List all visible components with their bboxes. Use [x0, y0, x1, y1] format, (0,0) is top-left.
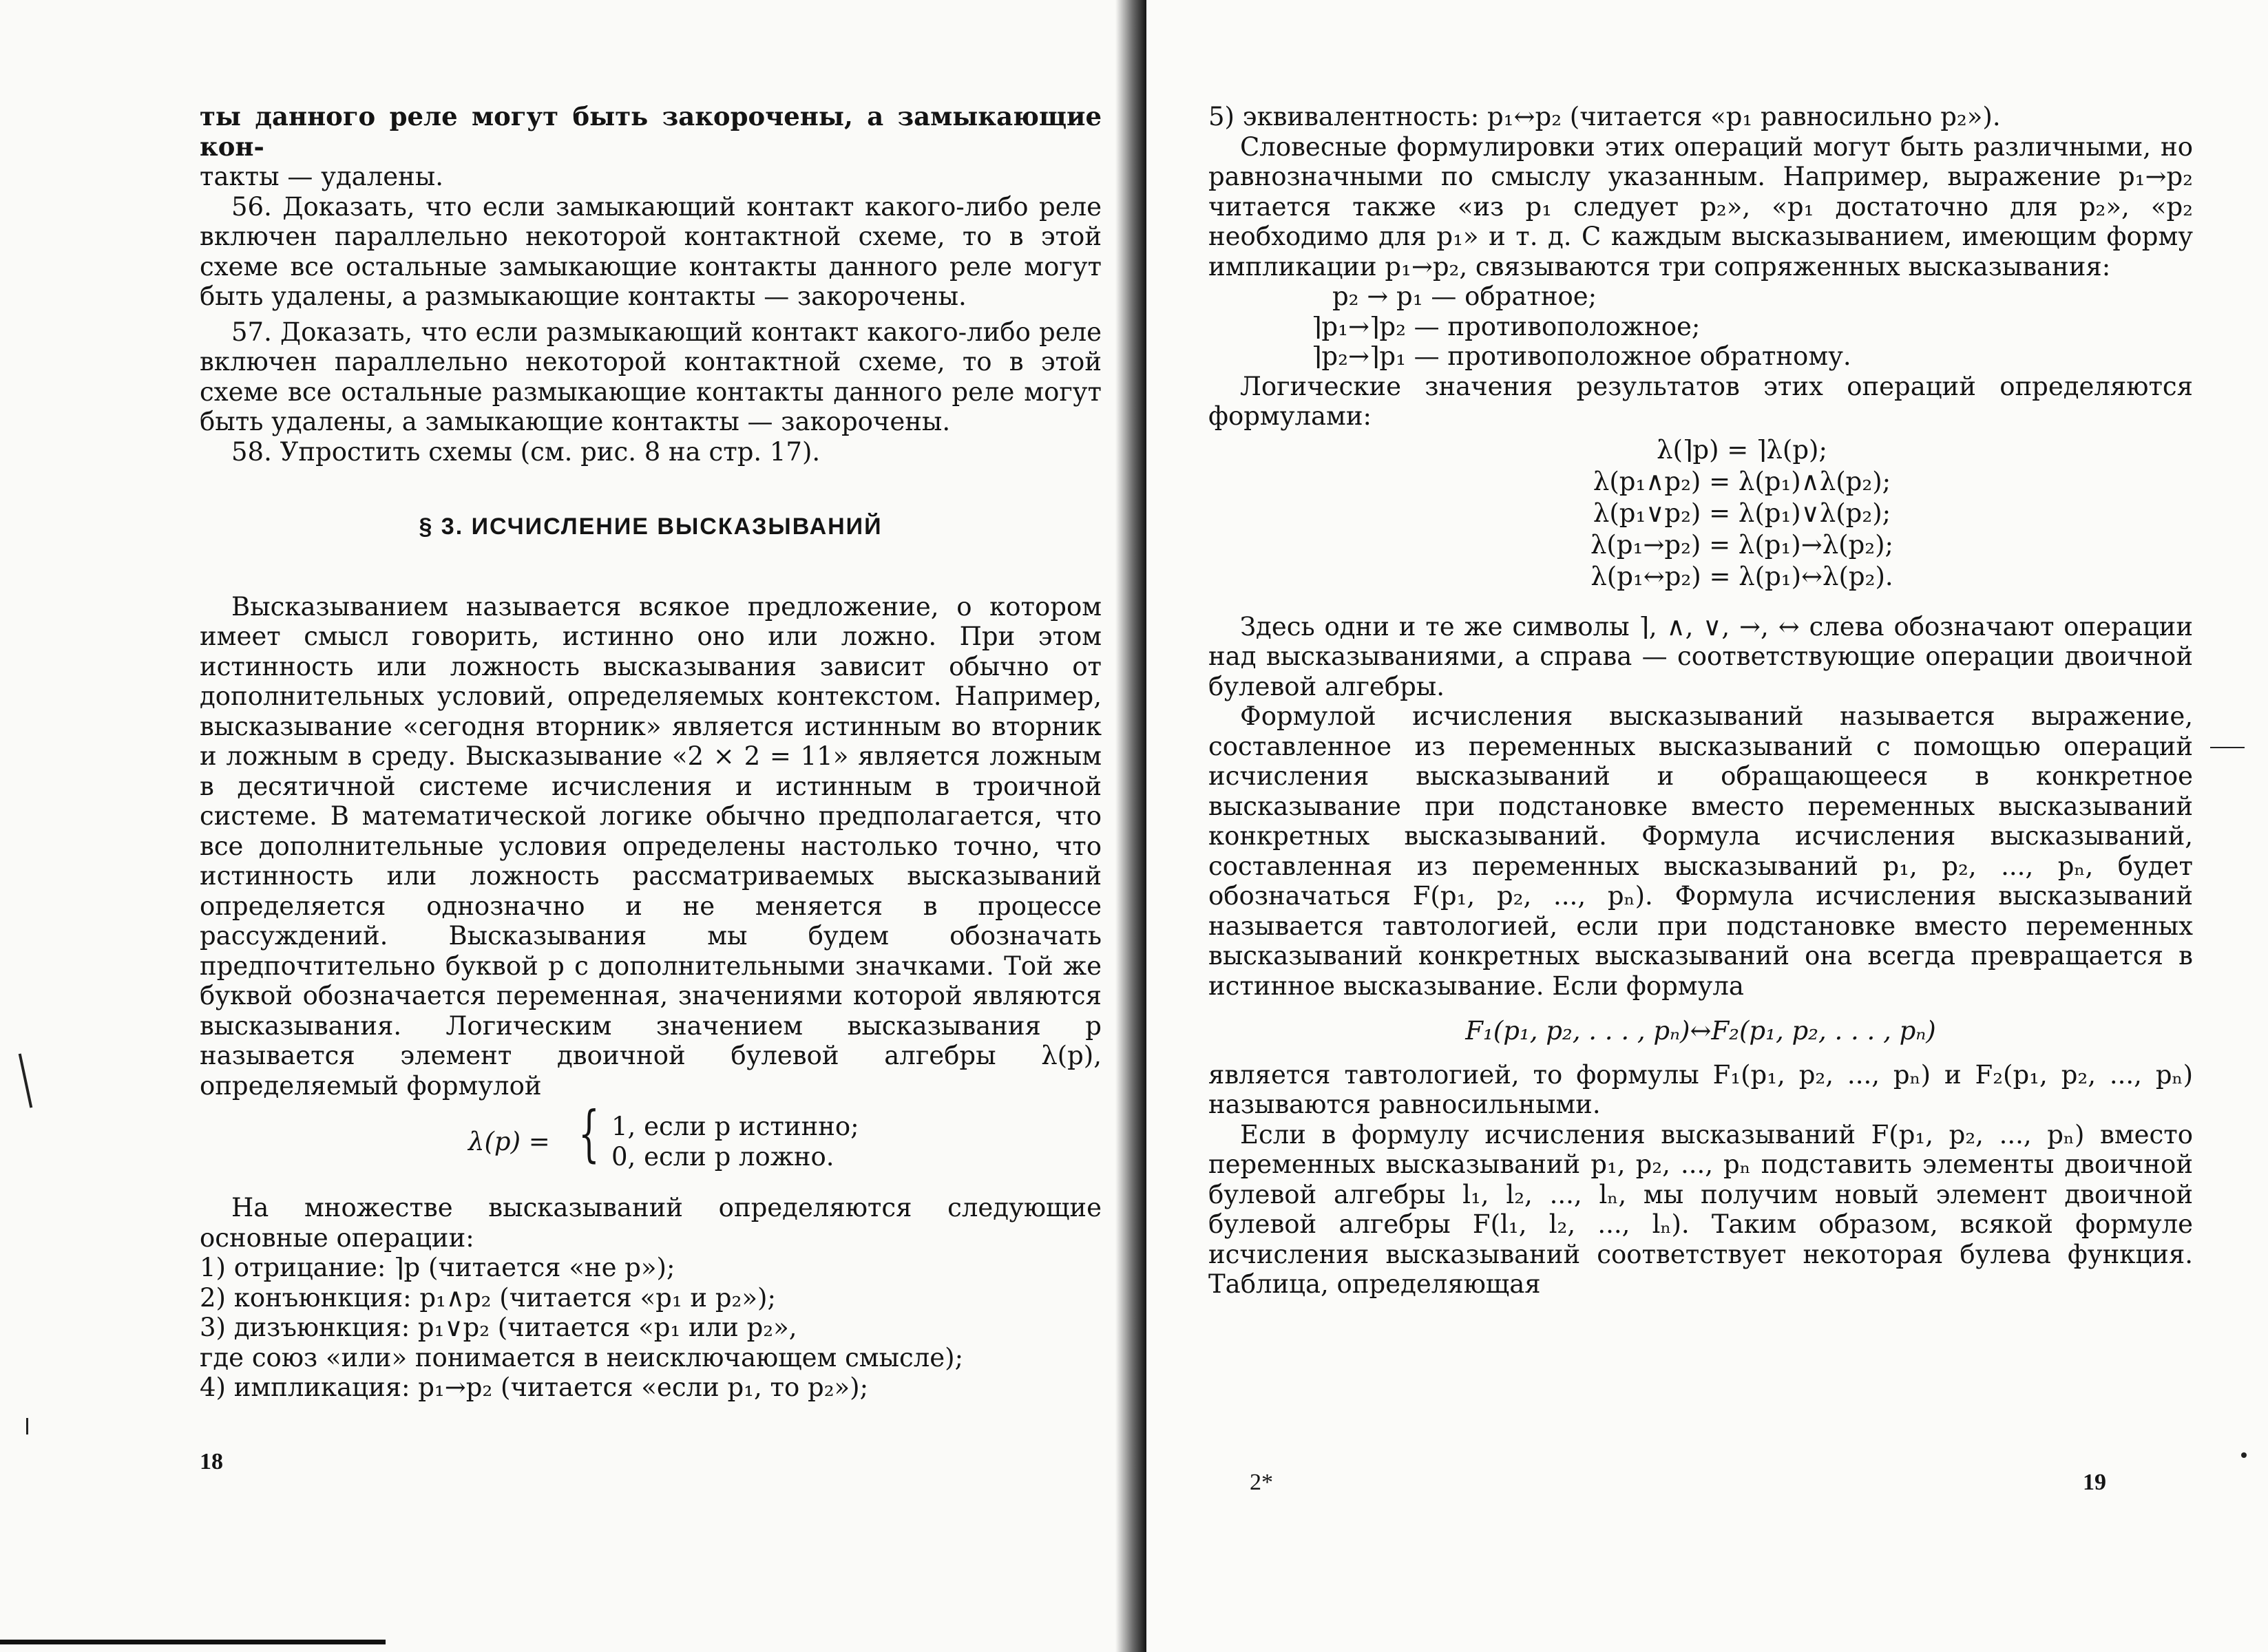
section-title: § 3. ИСЧИСЛЕНИЕ ВЫСКАЗЫВАНИЙ: [419, 513, 883, 540]
formula-disjunction: λ(p₁∨p₂) = λ(p₁)∨λ(p₂);: [1593, 498, 1891, 528]
margin-mark: [2241, 1452, 2247, 1458]
operation-disjunction: 3) дизъюнкция: p₁∨p₂ (читается «p₁ или p₂»,: [200, 1313, 797, 1342]
lambda-case-true: 1, если p истинно;: [611, 1112, 859, 1141]
tautology-paragraph: является тавтологией, то формулы F₁(p₁, p₂, ..., pₙ) и F₂(p₁, p₂, ..., pₙ) называются равносильными.: [1208, 1059, 2193, 1119]
lambda-case-false: 0, если p ложно.: [611, 1142, 834, 1172]
related-converse: p₂ → p₁ — обратное;: [1332, 282, 1597, 311]
operation-disjunction-note: где союз «или» понимается в неисключающем смысле);: [200, 1342, 964, 1373]
brace-glyph: {: [578, 1098, 600, 1169]
operation-conjunction: 2) конъюнкция: p₁∧p₂ (читается «p₁ и p₂»);: [200, 1282, 776, 1313]
lambda-definition: [200, 1098, 1102, 1175]
related-inverse: ⌉p₁→⌉p₂ — противоположное;: [1312, 311, 1701, 341]
continuation-line-2: такты — удалены.: [200, 162, 443, 191]
operation-negation: 1) отрицание: ⌉p (читается «не p»);: [200, 1253, 675, 1282]
left-text-column: [200, 102, 1102, 1403]
lambda-lhs: λ(p) =: [468, 1127, 550, 1156]
margin-mark: [2210, 747, 2245, 748]
bottom-edge-shadow: [0, 1640, 386, 1644]
intro-paragraph: Высказыванием называется всякое предложение, о котором имеет смысл говорить, истинно оно или ложно. При этом истинность или ложность высказывания зависит обычно от дополнительных условий, определяемых контекстом. Например, высказывание «сегодня вторник» является истинным во вторник и ложным в среду. Высказывание «2 × 2 = 11» является ложным в десятичной системе исчисления и истинным в троичной системе. В математической логике обычно предполагается, что все дополнительные условия определены настолько точно, что истинность или ложность рассматриваемых высказываний определяется однозначно и не меняется в процессе рассуждений. Высказывания мы будем обозначать предпочтительно буквой p с дополнительными значками. Той же буквой обозначается переменная, значениями которой являются высказывания. Логическим значением высказывания p называется элемент двоичной булевой алгебры λ(p), определяемый формулой: [200, 591, 1102, 1101]
operation-equivalence: 5) эквивалентность: p₁↔p₂ (читается «p₁ равносильно p₂»).: [1208, 102, 2001, 131]
formula-conjunction: λ(p₁∧p₂) = λ(p₁)∧λ(p₂);: [1593, 466, 1891, 496]
left-page-number: 18: [200, 1449, 223, 1474]
right-page-number: 19: [2083, 1470, 2106, 1495]
problem-58: 58. Упростить схемы (см. рис. 8 на стр. 17).: [231, 436, 821, 467]
operations-intro: На множестве высказываний определяются следующие основные операции:: [200, 1193, 1102, 1253]
continuation-line-1: ты данного реле могут быть закорочены, а замыкающие кон-: [200, 101, 1102, 162]
values-intro: Логические значения результатов этих операций определяются формулами:: [1208, 371, 2193, 431]
right-page: [1146, 0, 2268, 1652]
margin-mark: [26, 1418, 28, 1434]
formula-implication: λ(p₁→p₂) = λ(p₁)→λ(p₂);: [1590, 529, 1894, 560]
problem-56: 56. Доказать, что если замыкающий контакт какого-либо реле включен параллельно некоторой контактной схеме, то в этой схеме все остальные замыкающие контакты данного реле могут быть удалены, а размыкающие контакты — закорочены.: [200, 191, 1102, 311]
verbal-paragraph: Словесные формулировки этих операций могут быть различными, но равнозначными по смыслу указанным. Например, выражение p₁→p₂ читается также «из p₁ следует p₂», «p₁ достаточно для p₂», «p₂ необходимо для p₁» и т. д. С каждым высказыванием, имеющим форму импликации p₁→p₂, связываются три сопряженных высказывания:: [1208, 131, 2193, 282]
value-formulas: [1208, 434, 2193, 593]
right-text-column: [1208, 102, 2193, 1300]
signature-mark: 2*: [1250, 1470, 1273, 1495]
symbols-paragraph: Здесь одни и те же символы ⌉, ∧, ∨, →, ↔ слева обозначают операции над высказываниями, а справа — соответствующие операции двоичной булевой алгебры.: [1208, 611, 2193, 701]
operation-implication: 4) импликация: p₁→p₂ (читается «если p₁, то p₂»);: [200, 1373, 869, 1402]
left-page: [0, 0, 1133, 1652]
substitution-paragraph: Если в формулу исчисления высказываний F(p₁, p₂, ..., pₙ) вместо переменных высказываний p₁, p₂, ..., pₙ подставить элементы двоичной булевой алгебры l₁, l₂, ..., lₙ, мы получим новый элемент двоичной булевой алгебры F(l₁, l₂, ..., lₙ). Таким образом, всякой формуле исчисления высказываний соответствует некоторая булева функция. Таблица, определяющая: [1208, 1119, 2193, 1299]
related-contrapositive: ⌉p₂→⌉p₁ — противоположное обратному.: [1312, 341, 1851, 371]
problem-57: 57. Доказать, что если размыкающий контакт какого-либо реле включен параллельно некоторой контактной схеме, то в этой схеме все остальные размыкающие контакты данного реле могут быть удалены, а замыкающие контакты — закорочены.: [200, 317, 1102, 436]
formula-equivalence: λ(p₁↔p₂) = λ(p₁)↔λ(p₂).: [1590, 561, 1893, 591]
equivalence-formula: F₁(p₁, p₂, . . . , pₙ)↔F₂(p₁, p₂, . . . , pₙ): [1465, 1016, 1936, 1046]
formula-paragraph: Формулой исчисления высказываний называется выражение, составленное из переменных высказываний с помощью операций исчисления высказываний и обращающееся в конкретное высказывание при подстановке вместо переменных высказываний конкретных высказываний. Формула исчисления высказываний, составленная из переменных высказываний p₁, p₂, ..., pₙ, будет обозначаться F(p₁, p₂, ..., pₙ). Формула исчисления высказываний называется тавтологией, если при подстановке вместо переменных высказываний конкретных высказываний она всегда превращается в истинное высказывание. Если формула: [1208, 701, 2193, 1001]
margin-mark: [19, 1053, 33, 1108]
formula-negation: λ(⌉p) = ⌉λ(p);: [1657, 434, 1827, 465]
